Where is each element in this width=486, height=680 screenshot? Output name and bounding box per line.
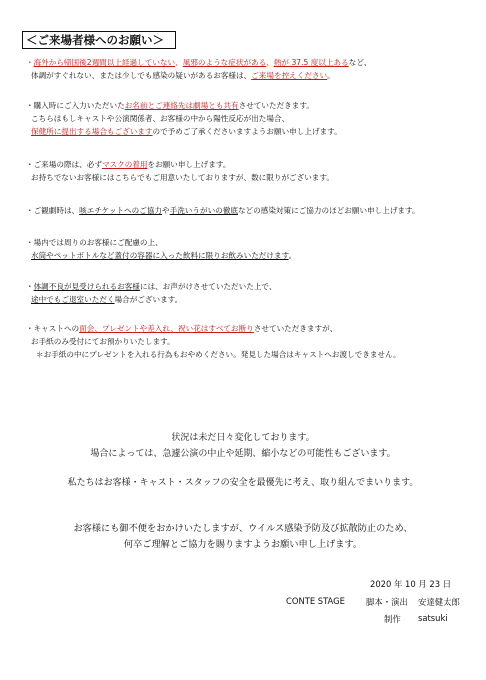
notice-5 [26, 236, 476, 262]
notice-6-line2-end: 場合がございます。 [114, 295, 183, 304]
notice-7-decline: 面会、プレゼントや差入れ、祝い花はすべてお断り [79, 324, 254, 333]
notice-4-line1: ・ご観劇時は、 [26, 206, 80, 215]
notice-2-shared-info: お名前とご連絡先は劇場とも共有 [124, 101, 239, 110]
closing-line-3: 私たちはお客様・キャスト・スタッフの安全を最優先に考え、取り組んでまいります。 [67, 478, 419, 488]
notice-1 [26, 56, 476, 82]
notice-4-cough-etiquette: 咳エチケットへのご協力 [79, 206, 163, 215]
notice-1-tail: など、 [348, 58, 372, 67]
closing-line-4: お客様にも御不便をおかけいたしますが、ウイルス感染予防及び拡散防止のため、 [73, 523, 413, 534]
notice-7-line1-end: させていただきますが、 [253, 324, 338, 333]
notice-3-line2: お持ちでないお客様にはこちらでもご用意いたしておりますが、数に限りがございます。 [31, 173, 334, 182]
notice-5-line1: ・場内では周りのお客様にご配慮の上、 [26, 238, 163, 247]
notice-title: ＜ご来場者様へのお願い＞ [22, 31, 176, 49]
notice-7-line1: ・キャストへの [26, 324, 80, 333]
notice-1-refrain: ご来場を控えください [251, 71, 328, 80]
notice-6-bullet: ・ [26, 282, 34, 291]
notice-7-line3: ＊お手紙の中にプレゼントを入れる行為もおやめください。発見した場合はキャストへお渡しできません。 [36, 350, 401, 359]
notice-6-line1-end: には、お声がけさせていただいた上で、 [139, 282, 277, 291]
notice-5-drinks: 水筒やペットボトルなど蓋付の容器に入った飲料に限りお飲みいただけます [31, 251, 289, 260]
notice-2-line3-end: ので予めご了承くださいますようお願い申し上げます。 [152, 127, 342, 136]
notice-1-condition-b: 風邪のような症状がある [182, 58, 267, 67]
separator: 、 [175, 58, 183, 67]
notice-1-condition-a: 海外から帰国後2週間以上経過していない [33, 58, 176, 67]
notice-4 [26, 204, 476, 217]
notice-4-handwash: 手洗いうがいの徹底 [169, 206, 238, 215]
notice-1-end: 。 [327, 71, 335, 80]
notice-6-unwell: 体調不良が見受けられるお客様 [33, 282, 140, 291]
separator: 、 [266, 58, 274, 67]
notice-3-line1: ・ご来場の際は、必ず [26, 160, 102, 169]
notice-2 [26, 99, 476, 138]
notice-1-line2: 体調がすぐれない、または少しでも感染の疑いがあるお客様は、 [31, 71, 252, 80]
signature-name-1: 安達健太郎 [418, 597, 460, 607]
closing-line-2: 場合によっては、急遽公演の中止や延期、縮小などの可能性もございます。 [90, 449, 396, 459]
notice-6 [26, 280, 476, 306]
notice-2-line2: こちらはもしキャストや公演関係者、お客様の中から陽性反応が出た場合、 [31, 114, 290, 123]
closing-line-5: 何卒ご理解とご協力を賜りますようお願い申し上げます。 [123, 539, 363, 550]
closing-line-1: 状況は未だ日々変化しております。 [171, 433, 315, 443]
notice-2-line1: ・購入時にご入力いただいた [26, 101, 125, 110]
bullet: ・ [26, 58, 34, 67]
notice-5-end: 。 [288, 251, 297, 260]
notice-4-line1-end: などの感染対策にご協力のほどお願い申し上げます。 [237, 206, 420, 215]
signature-org: CONTE STAGE [286, 596, 345, 606]
notice-1-condition-c: 熱が 37.5 度以上ある [273, 58, 349, 67]
notice-3-line1-end: をお願い申し上げます。 [147, 160, 231, 169]
signature-role-1: 脚本・演出 [366, 597, 408, 607]
signature-name-2: satsuki [418, 613, 448, 623]
notice-2-line1-end: させていただきます。 [238, 101, 314, 110]
notice-3 [26, 158, 476, 184]
notice-2-health-center: 保健所に提出する場合もございます [31, 127, 153, 136]
notice-4-and: や [162, 206, 170, 215]
notice-3-mask: マスクの着用 [101, 160, 148, 169]
notice-7 [26, 322, 476, 361]
notice-7-line2: お手紙のみ受付にてお預かりいたします。 [31, 337, 175, 346]
notice-6-leave: 途中でもご退室いただく [31, 295, 115, 304]
signature-role-2: 制作 [384, 614, 401, 624]
signature-date: 2020 年 10 月 23 日 [370, 579, 452, 589]
